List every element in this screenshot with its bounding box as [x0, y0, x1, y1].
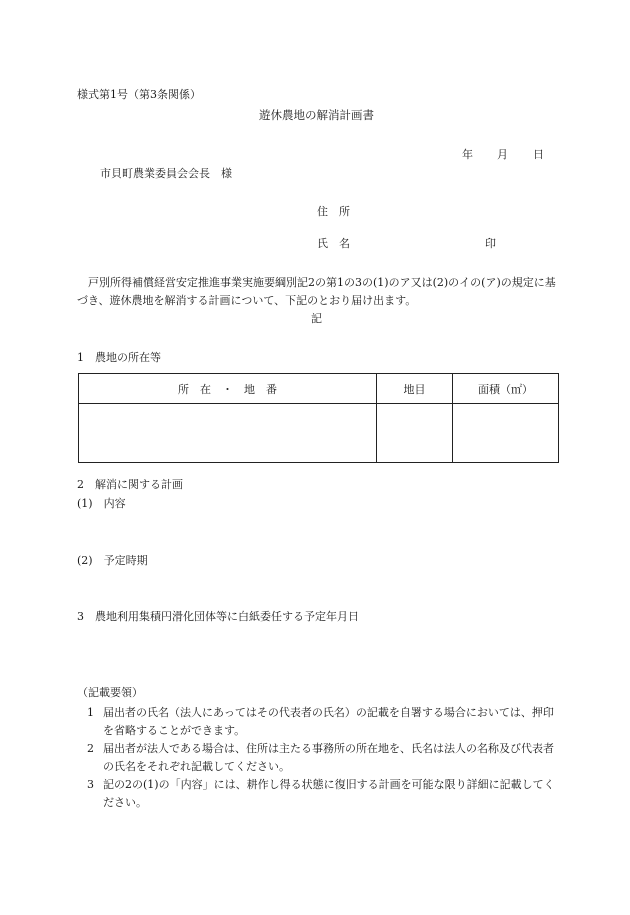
note-item — [77, 740, 567, 776]
table-row — [79, 404, 559, 463]
note-text: 届出者が法人である場合は、住所は主たる事務所の所在地を、氏名は法人の名称及び代表者の氏名をそれぞれ記載してください。 — [103, 742, 554, 773]
notes-list — [77, 704, 567, 812]
document-title: 遊休農地の解消計画書 — [259, 108, 374, 122]
section2-heading: 2 解消に関する計画 — [77, 478, 183, 491]
note-number: 1 — [87, 706, 94, 719]
note-text: 記の2の(1)の「内容」には、耕作し得る状態に復旧する計画を可能な限り詳細に記載してください。 — [103, 778, 555, 809]
intro-paragraph: 戸別所得補償経営安定推進事業実施要綱別記2の第1の3の(1)のア又は(2)のイの(ア)の規定に基づき、遊休農地を解消する計画について、下記のとおり届け出ます。 — [77, 276, 556, 307]
cell-location — [79, 404, 377, 463]
note-item — [77, 704, 567, 740]
name-label: 氏 名 — [317, 237, 350, 250]
addressee: 市貝町農業委員会会長 様 — [100, 167, 232, 180]
form-number: 様式第1号（第3条関係） — [77, 88, 201, 101]
note-number: 2 — [87, 742, 94, 755]
section3-heading: 3 農地利用集積円滑化団体等に白紙委任する予定年月日 — [77, 610, 359, 623]
date-year-label: 年 — [462, 148, 473, 161]
date-month-label: 月 — [497, 148, 508, 161]
cell-area — [453, 404, 559, 463]
note-item — [77, 776, 567, 812]
table-header-row — [79, 374, 559, 404]
section2-item2: (2) 予定時期 — [77, 554, 148, 567]
ki-label: 記 — [311, 312, 322, 325]
section1-heading: 1 農地の所在等 — [77, 351, 161, 364]
seal-label: 印 — [485, 237, 496, 250]
header-location: 所 在 ・ 地 番 — [79, 374, 377, 404]
note-number: 3 — [87, 778, 94, 791]
date-day-label: 日 — [533, 148, 544, 161]
note-text: 届出者の氏名（法人にあってはその代表者の氏名）の記載を自署する場合においては、押印を省略することができます。 — [103, 706, 554, 737]
header-land-category: 地目 — [377, 374, 453, 404]
notes-heading: （記載要領） — [77, 686, 143, 699]
cell-land-category — [377, 404, 453, 463]
section2-item1: (1) 内容 — [77, 497, 126, 510]
header-area: 面積（㎡） — [453, 374, 559, 404]
address-label: 住 所 — [317, 205, 350, 218]
land-location-table — [78, 373, 559, 463]
